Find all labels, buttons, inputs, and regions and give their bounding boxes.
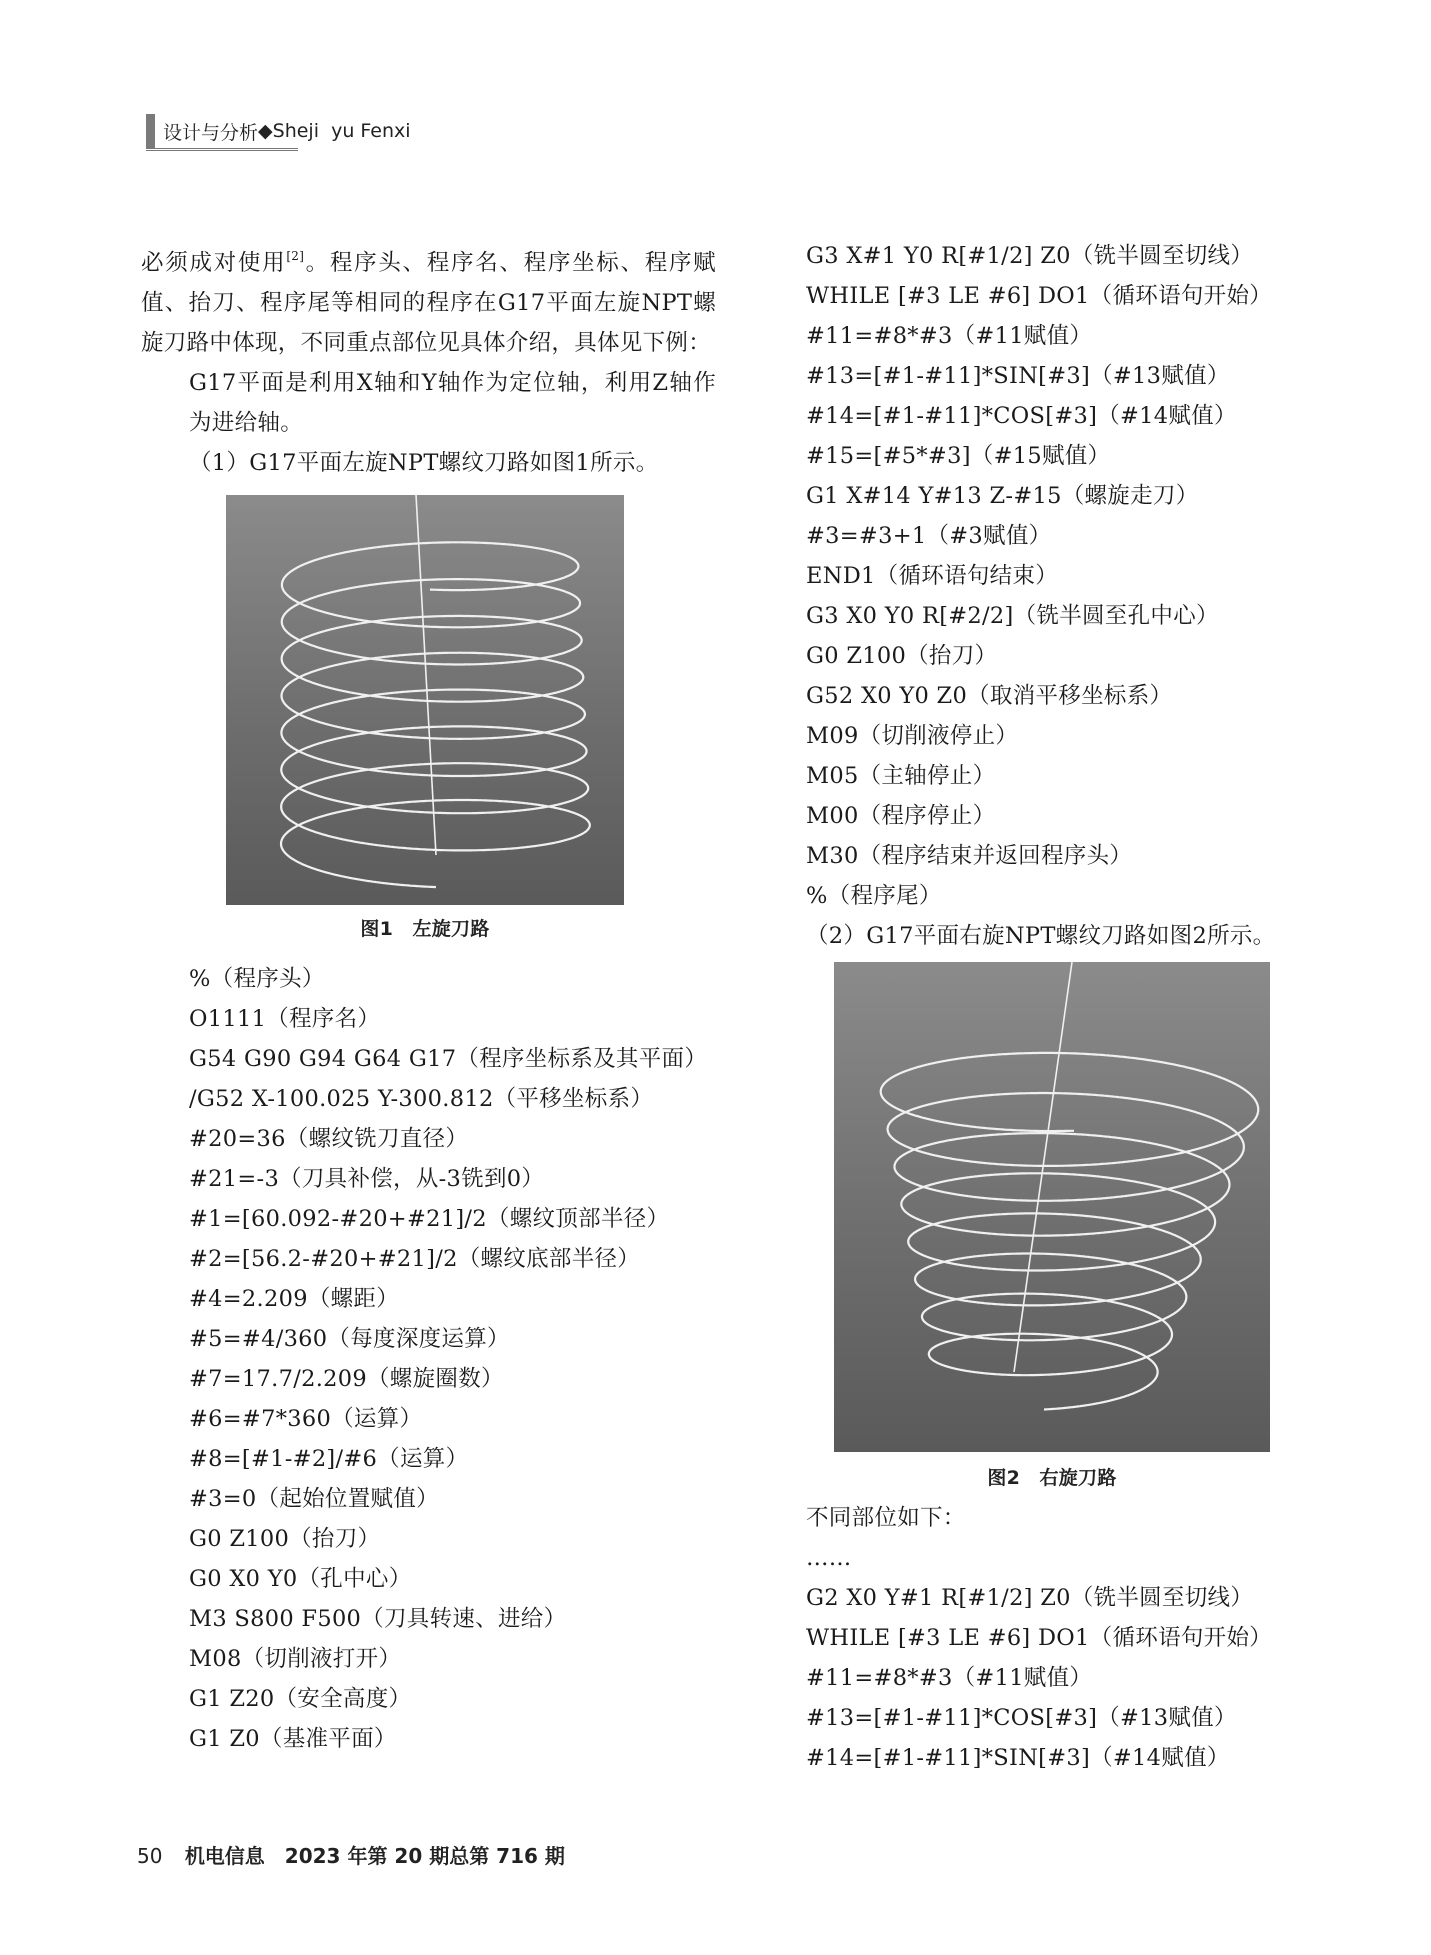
figure-2-image	[834, 962, 1270, 1452]
code-line: M30（程序结束并返回程序头）	[806, 843, 1133, 869]
code-line: G54 G90 G94 G64 G17（程序坐标系及其平面）	[189, 1046, 708, 1072]
code-line: #14=[#1-#11]*SIN[#3]（#14赋值）	[806, 1745, 1230, 1771]
right-code-listing-1	[806, 236, 1396, 956]
code-line: M05（主轴停止）	[806, 763, 996, 789]
spiral-toolpath	[881, 1053, 1258, 1410]
code-line: M09（切削液停止）	[806, 723, 1019, 749]
code-line: M08（切削液打开）	[189, 1646, 402, 1672]
code-line: G0 Z100（抬刀）	[806, 643, 998, 669]
header-section: 设计与分析	[163, 121, 259, 144]
code-line: G0 X0 Y0（孔中心）	[189, 1566, 412, 1592]
running-header	[146, 112, 411, 150]
journal-info: 机电信息 2023 年第 20 期总第 716 期	[184, 1844, 565, 1868]
header-bar	[146, 114, 155, 148]
page-footer	[137, 1840, 565, 1869]
right-column	[806, 236, 1396, 1778]
code-line: #1=[60.092-#20+#21]/2（螺纹顶部半径）	[189, 1206, 670, 1232]
code-line: G52 X0 Y0 Z0（取消平移坐标系）	[806, 683, 1173, 709]
citation-ref: [2]	[286, 249, 305, 263]
code-line: #14=[#1-#11]*COS[#3]（#14赋值）	[806, 403, 1237, 429]
code-line: G1 Z0（基准平面）	[189, 1726, 397, 1752]
figure-2	[834, 962, 1270, 1494]
code-line: #13=[#1-#11]*COS[#3]（#13赋值）	[806, 1705, 1237, 1731]
code-line: #4=2.209（螺距）	[189, 1286, 400, 1312]
code-line: %（程序头）	[189, 966, 325, 992]
figure-1-image	[226, 495, 624, 905]
code-line: #15=[#5*#3]（#15赋值）	[806, 443, 1111, 469]
code-line: #3=#3+1（#3赋值）	[806, 523, 1052, 549]
code-line: #7=17.7/2.209（螺旋圈数）	[189, 1366, 504, 1392]
code-line: G2 X0 Y#1 R[#1/2] Z0（铣半圆至切线）	[806, 1585, 1254, 1611]
right-code-listing-2	[806, 1498, 1396, 1778]
intro-paragraph-1	[141, 236, 716, 363]
code-line: ……	[806, 1545, 852, 1571]
left-code-listing	[141, 959, 716, 1759]
code-line: M3 S800 F500（刀具转速、进给）	[189, 1606, 567, 1632]
code-line: #13=[#1-#11]*SIN[#3]（#13赋值）	[806, 363, 1230, 389]
code-line: WHILE [#3 LE #6] DO1（循环语句开始）	[806, 1625, 1273, 1651]
left-column	[141, 236, 716, 1759]
intro-p1-text-a: 必须成对使用	[141, 250, 287, 276]
figure-1	[226, 495, 624, 945]
header-pinyin: Sheji yu Fenxi	[272, 120, 411, 142]
intro-paragraph-3: （1）G17平面左旋NPT螺纹刀路如图1所示。	[189, 450, 659, 476]
figure-1-caption: 图1 左旋刀路	[360, 918, 490, 940]
code-line: #11=#8*#3（#11赋值）	[806, 323, 1093, 349]
code-line: #6=#7*360（运算）	[189, 1406, 423, 1432]
code-line: #21=-3（刀具补偿，从-3铣到0）	[189, 1166, 545, 1192]
code-line: #5=#4/360（每度深度运算）	[189, 1326, 510, 1352]
code-line: END1（循环语句结束）	[806, 563, 1059, 589]
code-line: #3=0（起始位置赋值）	[189, 1486, 439, 1512]
header-rule	[146, 148, 298, 151]
header-diamond: ◆	[258, 120, 273, 142]
code-line: M00（程序停止）	[806, 803, 996, 829]
code-line: WHILE [#3 LE #6] DO1（循环语句开始）	[806, 283, 1273, 309]
code-line: %（程序尾）	[806, 883, 942, 909]
code-line: #20=36（螺纹铣刀直径）	[189, 1126, 469, 1152]
intro-paragraph-2: G17平面是利用X轴和Y轴作为定位轴，利用Z轴作为进给轴。	[189, 370, 716, 436]
code-line: （2）G17平面右旋NPT螺纹刀路如图2所示。	[806, 923, 1276, 949]
tool-axis-line	[1014, 962, 1072, 1372]
code-line: O1111（程序名）	[189, 1006, 381, 1032]
code-line: G1 X#14 Y#13 Z-#15（螺旋走刀）	[806, 483, 1199, 509]
code-line: G3 X#1 Y0 R[#1/2] Z0（铣半圆至切线）	[806, 243, 1254, 269]
intro-p1-text-b: 。程序头、程序名、程序坐标、程序赋值、抬刀、程序尾等相同的程序在G17平面左旋NPT螺旋刀路中体现，不同重点部位见具体介绍，具体见下例：	[141, 250, 716, 356]
code-line: G3 X0 Y0 R[#2/2]（铣半圆至孔中心）	[806, 603, 1219, 629]
code-line: #8=[#1-#2]/#6（运算）	[189, 1446, 469, 1472]
code-line: 不同部位如下：	[806, 1505, 966, 1531]
code-line: G0 Z100（抬刀）	[189, 1526, 381, 1552]
page-number: 50	[137, 1844, 163, 1868]
code-line: G1 Z20（安全高度）	[189, 1686, 412, 1712]
code-line: #2=[56.2-#20+#21]/2（螺纹底部半径）	[189, 1246, 641, 1272]
code-line: #11=#8*#3（#11赋值）	[806, 1665, 1093, 1691]
figure-2-caption: 图2 右旋刀路	[987, 1467, 1117, 1489]
code-line: /G52 X-100.025 Y-300.812（平移坐标系）	[189, 1086, 654, 1112]
